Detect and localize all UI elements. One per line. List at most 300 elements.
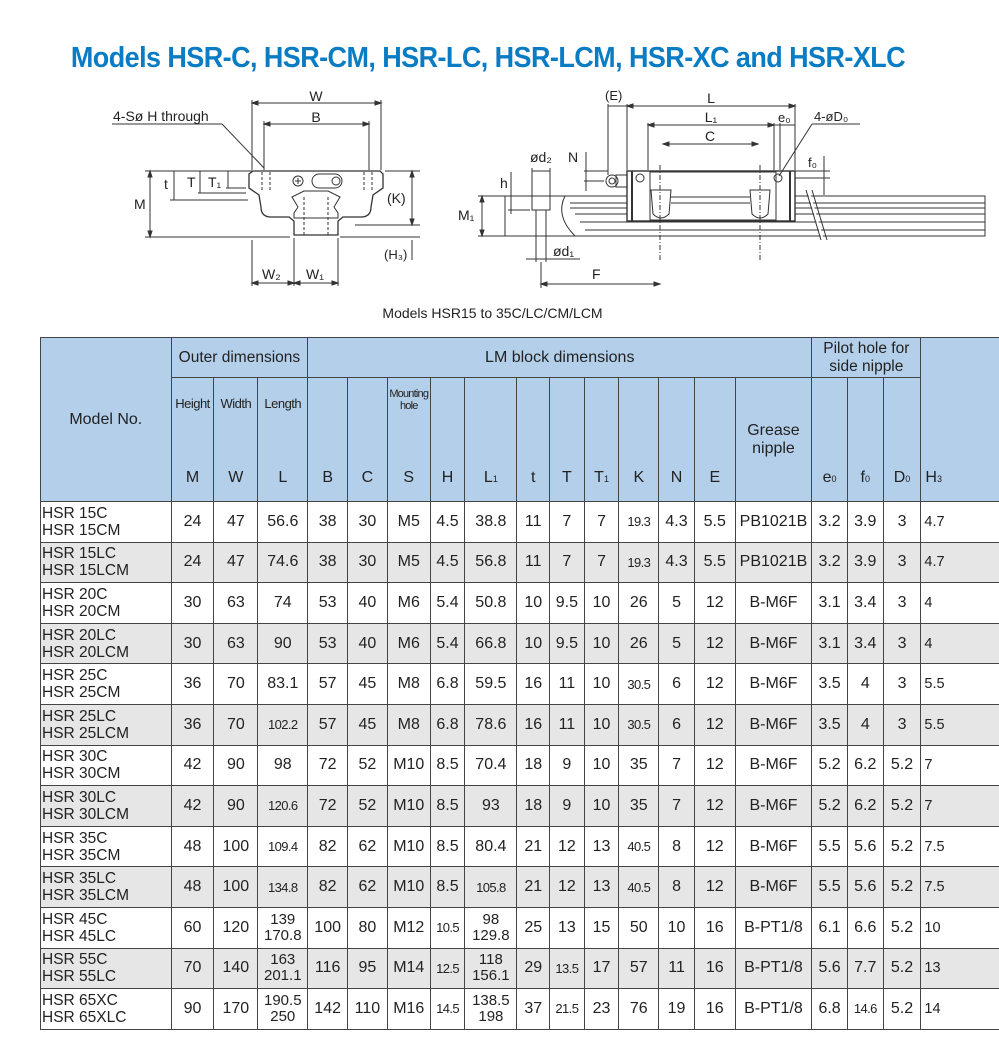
cell-K: 19.3	[619, 542, 659, 583]
cell-S: M6	[387, 583, 430, 624]
cell-H: 8.5	[430, 826, 465, 867]
header-lm-block-dimensions: LM block dimensions	[308, 338, 812, 378]
cell-B: 38	[308, 542, 348, 583]
cell-N: 5	[659, 583, 695, 624]
svg-text:T₁: T₁	[208, 174, 222, 190]
cell-H3: 14	[921, 989, 999, 1030]
cell-N: 5	[659, 623, 695, 664]
cell-S: M10	[387, 745, 430, 786]
cell-L1: 93	[465, 786, 517, 827]
cell-N: 6	[659, 664, 695, 705]
cell-t: 37	[517, 989, 550, 1030]
cell-C: 45	[348, 704, 388, 745]
cell-f0: 4	[847, 664, 883, 705]
header-group-row	[41, 338, 999, 378]
cell-t: 25	[517, 907, 550, 948]
cell-T1: 23	[584, 989, 619, 1030]
cell-B: 116	[308, 948, 348, 989]
cell-D0: 5.2	[883, 907, 921, 948]
cell-L1: 118 156.1	[465, 948, 517, 989]
cell-W: 70	[214, 704, 258, 745]
cell-model: HSR 25C HSR 25CM	[41, 664, 172, 705]
svg-text:C: C	[704, 128, 716, 144]
cell-T1: 13	[584, 867, 619, 908]
cell-e0: 3.1	[812, 623, 848, 664]
cell-W: 47	[214, 502, 258, 543]
cell-D0: 5.2	[883, 989, 921, 1030]
cell-H: 4.5	[430, 502, 465, 543]
cell-e0: 3.2	[812, 502, 848, 543]
header-pilot-hole: Pilot hole for side nipple	[812, 338, 921, 378]
cell-H3: 10	[921, 907, 999, 948]
cell-model: HSR 15LC HSR 15LCM	[41, 542, 172, 583]
cell-grease-nipple: B-M6F	[735, 786, 812, 827]
cell-T: 9.5	[550, 583, 585, 624]
cell-T1: 7	[584, 542, 619, 583]
cell-N: 7	[659, 786, 695, 827]
cell-T1: 10	[584, 745, 619, 786]
header-N: N	[659, 378, 695, 502]
cell-grease-nipple: B-M6F	[735, 623, 812, 664]
cell-L1: 56.8	[465, 542, 517, 583]
cell-L: 109.4	[258, 826, 308, 867]
front-view-drawing	[112, 88, 420, 286]
cell-D0: 5.2	[883, 948, 921, 989]
cell-W: 170	[214, 989, 258, 1030]
dimension-table	[40, 337, 999, 1030]
cell-B: 57	[308, 664, 348, 705]
cell-H: 4.5	[430, 542, 465, 583]
cell-grease-nipple: PB1021B	[735, 502, 812, 543]
cell-L1: 59.5	[465, 664, 517, 705]
cell-t: 18	[517, 786, 550, 827]
cell-t: 11	[517, 502, 550, 543]
cell-f0: 6.2	[847, 745, 883, 786]
cell-B: 53	[308, 583, 348, 624]
cell-B: 57	[308, 704, 348, 745]
cell-L: 90	[258, 623, 308, 664]
cell-f0: 14.6	[847, 989, 883, 1030]
cell-H: 5.4	[430, 583, 465, 624]
cell-C: 52	[348, 786, 388, 827]
cell-grease-nipple: B-M6F	[735, 583, 812, 624]
cell-W: 100	[214, 826, 258, 867]
cell-W: 63	[214, 583, 258, 624]
cell-H: 8.5	[430, 867, 465, 908]
cell-E: 12	[694, 745, 735, 786]
table-row	[41, 664, 999, 705]
cell-D0: 3	[883, 583, 921, 624]
cell-T: 11	[550, 704, 585, 745]
cell-t: 10	[517, 623, 550, 664]
cell-H3: 7	[921, 786, 999, 827]
svg-text:(K): (K)	[387, 190, 406, 206]
cell-H: 8.5	[430, 745, 465, 786]
svg-text:4-Sø H through: 4-Sø H through	[113, 108, 209, 124]
cell-N: 4.3	[659, 542, 695, 583]
cell-L1: 70.4	[465, 745, 517, 786]
svg-text:f₀: f₀	[808, 155, 818, 170]
cell-T: 9	[550, 786, 585, 827]
cell-E: 12	[694, 786, 735, 827]
cell-C: 62	[348, 826, 388, 867]
cell-E: 12	[694, 867, 735, 908]
cell-D0: 3	[883, 542, 921, 583]
cell-M: 42	[171, 745, 214, 786]
header-f0: f0	[847, 378, 883, 502]
cell-T: 12	[550, 826, 585, 867]
cell-W: 90	[214, 745, 258, 786]
cell-M: 30	[171, 623, 214, 664]
cell-E: 5.5	[694, 502, 735, 543]
cell-L: 74.6	[258, 542, 308, 583]
header-E: E	[694, 378, 735, 502]
cell-L: 139 170.8	[258, 907, 308, 948]
cell-K: 35	[619, 745, 659, 786]
svg-text:(H₃): (H₃)	[384, 247, 408, 262]
cell-W: 100	[214, 867, 258, 908]
svg-text:M₁: M₁	[458, 207, 475, 223]
cell-grease-nipple: B-M6F	[735, 704, 812, 745]
cell-C: 52	[348, 745, 388, 786]
cell-f0: 6.6	[847, 907, 883, 948]
cell-t: 16	[517, 704, 550, 745]
header-t: t	[517, 378, 550, 502]
table-row	[41, 867, 999, 908]
header-T: T	[550, 378, 585, 502]
table-row	[41, 907, 999, 948]
cell-E: 12	[694, 623, 735, 664]
header-T1: T1	[584, 378, 619, 502]
header-L: Length L	[258, 378, 308, 502]
cell-L: 134.8	[258, 867, 308, 908]
cell-e0: 5.5	[812, 867, 848, 908]
cell-t: 11	[517, 542, 550, 583]
cell-L1: 66.8	[465, 623, 517, 664]
cell-S: M10	[387, 786, 430, 827]
cell-H3: 5.5	[921, 664, 999, 705]
cell-D0: 3	[883, 502, 921, 543]
table-row	[41, 583, 999, 624]
cell-H: 10.5	[430, 907, 465, 948]
cell-H3: 7	[921, 745, 999, 786]
cell-D0: 3	[883, 623, 921, 664]
cell-L: 74	[258, 583, 308, 624]
cell-H: 6.8	[430, 664, 465, 705]
cell-model: HSR 35LC HSR 35LCM	[41, 867, 172, 908]
cell-T: 11	[550, 664, 585, 705]
cell-W: 140	[214, 948, 258, 989]
header-outer-dimensions: Outer dimensions	[171, 338, 308, 378]
cell-S: M10	[387, 867, 430, 908]
cell-T: 7	[550, 542, 585, 583]
cell-T1: 13	[584, 826, 619, 867]
cell-t: 16	[517, 664, 550, 705]
cell-E: 12	[694, 583, 735, 624]
cell-D0: 5.2	[883, 867, 921, 908]
cell-M: 42	[171, 786, 214, 827]
cell-model: HSR 20C HSR 20CM	[41, 583, 172, 624]
cell-E: 12	[694, 664, 735, 705]
cell-D0: 5.2	[883, 786, 921, 827]
header-B: B	[308, 378, 348, 502]
svg-text:N: N	[568, 149, 579, 165]
cell-L1: 38.8	[465, 502, 517, 543]
cell-T: 13.5	[550, 948, 585, 989]
cell-f0: 3.9	[847, 502, 883, 543]
header-K: K	[619, 378, 659, 502]
cell-L1: 50.8	[465, 583, 517, 624]
cell-H3: 5.5	[921, 704, 999, 745]
cell-M: 24	[171, 502, 214, 543]
cell-e0: 3.1	[812, 583, 848, 624]
cell-L: 190.5 250	[258, 989, 308, 1030]
page-title: Models HSR-C, HSR-CM, HSR-LC, HSR-LCM, HSR-XC and HSR-XLC	[70, 42, 906, 74]
cell-C: 45	[348, 664, 388, 705]
cell-T: 7	[550, 502, 585, 543]
table-row	[41, 745, 999, 786]
cell-K: 50	[619, 907, 659, 948]
cell-M: 36	[171, 704, 214, 745]
cell-S: M10	[387, 826, 430, 867]
cell-C: 40	[348, 623, 388, 664]
cell-H3: 4	[921, 623, 999, 664]
cell-B: 100	[308, 907, 348, 948]
cell-C: 62	[348, 867, 388, 908]
header-C: C	[348, 378, 388, 502]
cell-M: 24	[171, 542, 214, 583]
cell-M: 90	[171, 989, 214, 1030]
cell-H: 5.4	[430, 623, 465, 664]
cell-E: 12	[694, 826, 735, 867]
svg-text:ød₁: ød₁	[553, 243, 575, 259]
svg-text:(E): (E)	[605, 88, 623, 103]
cell-M: 48	[171, 867, 214, 908]
cell-C: 80	[348, 907, 388, 948]
cell-H3: 7.5	[921, 867, 999, 908]
cell-f0: 4	[847, 704, 883, 745]
cell-grease-nipple: B-PT1/8	[735, 907, 812, 948]
cell-e0: 5.2	[812, 745, 848, 786]
svg-text:L: L	[707, 90, 715, 106]
cell-model: HSR 25LC HSR 25LCM	[41, 704, 172, 745]
header-e0: e0	[812, 378, 848, 502]
svg-text:W₁: W₁	[306, 266, 324, 282]
cell-D0: 5.2	[883, 745, 921, 786]
cell-T1: 10	[584, 704, 619, 745]
cell-L: 56.6	[258, 502, 308, 543]
cell-e0: 3.5	[812, 704, 848, 745]
cell-K: 19.3	[619, 502, 659, 543]
cell-N: 8	[659, 826, 695, 867]
cell-B: 53	[308, 623, 348, 664]
cell-L: 120.6	[258, 786, 308, 827]
table-body	[41, 502, 999, 1030]
cell-K: 76	[619, 989, 659, 1030]
cell-D0: 3	[883, 704, 921, 745]
cell-K: 40.5	[619, 826, 659, 867]
cell-model: HSR 30C HSR 30CM	[41, 745, 172, 786]
cell-H: 12.5	[430, 948, 465, 989]
cell-grease-nipple: B-M6F	[735, 867, 812, 908]
svg-text:M: M	[134, 196, 146, 212]
cell-model: HSR 65XC HSR 65XLC	[41, 989, 172, 1030]
cell-C: 30	[348, 542, 388, 583]
cell-L: 102.2	[258, 704, 308, 745]
svg-text:h: h	[500, 175, 508, 191]
table-row	[41, 826, 999, 867]
cell-H: 6.8	[430, 704, 465, 745]
cell-t: 21	[517, 826, 550, 867]
header-model-no: Model No.	[41, 338, 172, 502]
cell-T1: 10	[584, 583, 619, 624]
cell-T1: 17	[584, 948, 619, 989]
cell-e0: 6.8	[812, 989, 848, 1030]
cell-model: HSR 30LC HSR 30LCM	[41, 786, 172, 827]
svg-text:F: F	[592, 266, 601, 282]
cell-T: 12	[550, 867, 585, 908]
cell-C: 110	[348, 989, 388, 1030]
cell-e0: 3.2	[812, 542, 848, 583]
cell-N: 19	[659, 989, 695, 1030]
cell-T: 9.5	[550, 623, 585, 664]
svg-text:L₁: L₁	[704, 109, 718, 125]
cell-H3: 4.7	[921, 502, 999, 543]
cell-B: 72	[308, 745, 348, 786]
cell-f0: 3.9	[847, 542, 883, 583]
cell-K: 26	[619, 583, 659, 624]
cell-B: 72	[308, 786, 348, 827]
cell-H: 8.5	[430, 786, 465, 827]
cell-E: 16	[694, 907, 735, 948]
cell-E: 5.5	[694, 542, 735, 583]
cell-model: HSR 20LC HSR 20LCM	[41, 623, 172, 664]
cell-W: 90	[214, 786, 258, 827]
cell-S: M8	[387, 664, 430, 705]
header-L1: L1	[465, 378, 517, 502]
cell-C: 30	[348, 502, 388, 543]
cell-S: M16	[387, 989, 430, 1030]
cell-L1: 138.5 198	[465, 989, 517, 1030]
header-S: Mounting hole S	[387, 378, 430, 502]
cell-e0: 5.6	[812, 948, 848, 989]
header-W: Width W	[214, 378, 258, 502]
cell-S: M14	[387, 948, 430, 989]
cell-f0: 6.2	[847, 786, 883, 827]
cell-S: M12	[387, 907, 430, 948]
cell-grease-nipple: B-M6F	[735, 826, 812, 867]
cell-K: 35	[619, 786, 659, 827]
cell-D0: 5.2	[883, 826, 921, 867]
cell-f0: 5.6	[847, 826, 883, 867]
cell-T1: 15	[584, 907, 619, 948]
cell-B: 38	[308, 502, 348, 543]
table-row	[41, 623, 999, 664]
cell-K: 30.5	[619, 704, 659, 745]
cell-M: 70	[171, 948, 214, 989]
table-row	[41, 542, 999, 583]
cell-N: 10	[659, 907, 695, 948]
svg-text:4-øD₀: 4-øD₀	[814, 109, 849, 124]
cell-e0: 5.5	[812, 826, 848, 867]
cell-t: 18	[517, 745, 550, 786]
cell-e0: 5.2	[812, 786, 848, 827]
cell-D0: 3	[883, 664, 921, 705]
header-grease-nipple: Grease nipple	[735, 378, 812, 502]
cell-T: 21.5	[550, 989, 585, 1030]
cell-C: 95	[348, 948, 388, 989]
cell-W: 63	[214, 623, 258, 664]
cell-L1: 98 129.8	[465, 907, 517, 948]
cell-M: 48	[171, 826, 214, 867]
svg-text:e₀: e₀	[778, 110, 791, 125]
cell-B: 82	[308, 867, 348, 908]
cell-S: M6	[387, 623, 430, 664]
cell-S: M5	[387, 502, 430, 543]
cell-t: 29	[517, 948, 550, 989]
cell-e0: 6.1	[812, 907, 848, 948]
header-D0: D0	[883, 378, 921, 502]
table-row	[41, 502, 999, 543]
cell-model: HSR 15C HSR 15CM	[41, 502, 172, 543]
cell-T: 13	[550, 907, 585, 948]
cell-N: 7	[659, 745, 695, 786]
cell-T1: 7	[584, 502, 619, 543]
cell-H3: 7.5	[921, 826, 999, 867]
cell-f0: 5.6	[847, 867, 883, 908]
figure-caption: Models HSR15 to 35C/LC/CM/LCM	[382, 305, 603, 321]
cell-t: 10	[517, 583, 550, 624]
svg-text:W₂: W₂	[262, 266, 281, 282]
table-row	[41, 948, 999, 989]
svg-text:B: B	[311, 109, 321, 125]
cell-E: 16	[694, 989, 735, 1030]
cell-K: 40.5	[619, 867, 659, 908]
cell-N: 8	[659, 867, 695, 908]
cell-T: 9	[550, 745, 585, 786]
header-symbol-row	[41, 378, 999, 502]
cell-S: M8	[387, 704, 430, 745]
cell-K: 57	[619, 948, 659, 989]
svg-text:ød₂: ød₂	[530, 149, 552, 165]
cell-grease-nipple: B-M6F	[735, 664, 812, 705]
table-row	[41, 989, 999, 1030]
cell-H3: 4	[921, 583, 999, 624]
table-row	[41, 704, 999, 745]
cell-f0: 3.4	[847, 623, 883, 664]
cell-L1: 78.6	[465, 704, 517, 745]
cell-N: 6	[659, 704, 695, 745]
cell-f0: 7.7	[847, 948, 883, 989]
cell-W: 120	[214, 907, 258, 948]
cell-grease-nipple: B-PT1/8	[735, 948, 812, 989]
cell-f0: 3.4	[847, 583, 883, 624]
cell-model: HSR 35C HSR 35CM	[41, 826, 172, 867]
cell-L1: 105.8	[465, 867, 517, 908]
cell-T1: 10	[584, 623, 619, 664]
cell-M: 30	[171, 583, 214, 624]
cell-L: 163 201.1	[258, 948, 308, 989]
technical-drawing	[0, 80, 999, 300]
cell-H: 14.5	[430, 989, 465, 1030]
cell-e0: 3.5	[812, 664, 848, 705]
cell-K: 26	[619, 623, 659, 664]
cell-grease-nipple: PB1021B	[735, 542, 812, 583]
cell-K: 30.5	[619, 664, 659, 705]
cell-T1: 10	[584, 786, 619, 827]
cell-L: 98	[258, 745, 308, 786]
cell-model: HSR 55C HSR 55LC	[41, 948, 172, 989]
